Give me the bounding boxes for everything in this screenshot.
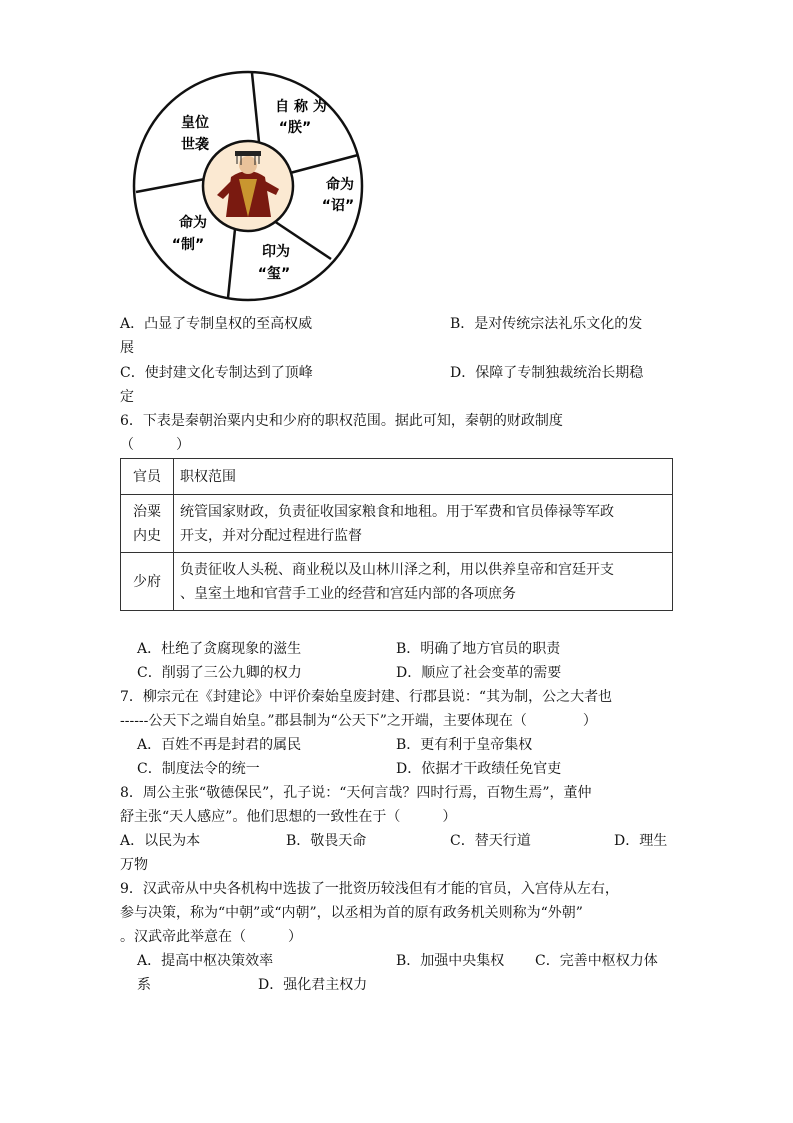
segment-3-line1: 印为 — [262, 244, 290, 260]
q5-option-b: B．是对传统宗法礼乐文化的发 — [450, 316, 643, 332]
official-duties: 统管国家财政，负责征收国家粮食和地租。用于军费和官员俸禄等军政 开支，并对分配过程进行监督 — [174, 495, 673, 553]
q8-stem-line1: 8．周公主张“敬德保民”，孔子说：“天何言哉？四时行焉，百物生焉”，董仲 — [120, 785, 592, 801]
official-name: 少府 — [121, 553, 174, 611]
q8-option-d: D．理生 — [614, 833, 668, 849]
q7-stem-line2: ------公天下之端自始皇。”郡县制为“公天下”之开端，主要体现在（ ） — [120, 713, 597, 729]
q8-option-d-cont: 万物 — [120, 857, 148, 873]
q9-option-d: D．强化君主权力 — [258, 977, 368, 993]
header-official: 官员 — [121, 459, 174, 495]
power-symbol-diagram — [131, 69, 365, 303]
q5-option-b-cont: 展 — [120, 340, 134, 356]
segment-4-line2: “制” — [171, 237, 205, 253]
segment-1-line1: 自 称 为 — [275, 99, 327, 115]
q5-option-d: D．保障了专制独裁统治长期稳 — [450, 365, 644, 381]
q8-option-c: C．替天行道 — [450, 833, 531, 849]
q8-stem-line2: 舒主张“天人感应”。他们思想的一致性在于（ ） — [120, 809, 457, 825]
q9-stem-line2: 参与决策，称为“中朝”或“内朝”，以丞相为首的原有政务机关则称为“外朝” — [120, 905, 583, 921]
segment-2-line2: “诏” — [321, 198, 355, 214]
q6-option-b: B．明确了地方官员的职责 — [396, 641, 561, 657]
q5-option-d-cont: 定 — [120, 389, 134, 405]
q6-option-c: C．削弱了三公九卿的权力 — [137, 665, 302, 681]
segment-3-line2: “玺” — [257, 266, 291, 282]
q6-option-d: D．顺应了社会变革的需要 — [396, 665, 562, 681]
table-row — [121, 553, 673, 611]
q9-option-b: B．加强中央集权 — [396, 953, 505, 969]
q6-stem: 6．下表是秦朝治粟内史和少府的职权范围。据此可知，秦朝的财政制度 — [120, 413, 563, 429]
table-row — [121, 495, 673, 553]
table-header-row — [121, 459, 673, 495]
q7-option-a: A．百姓不再是封君的属民 — [137, 737, 302, 753]
q9-stem-line1: 9．汉武帝从中央各机构中选拔了一批资历较浅但有才能的官员，入宫侍从左右， — [120, 881, 619, 897]
q8-option-b: B．敬畏天命 — [286, 833, 367, 849]
q9-option-a: A．提高中枢决策效率 — [137, 953, 274, 969]
segment-4-line1: 命为 — [179, 215, 207, 231]
q7-stem-line1: 7．柳宗元在《封建论》中评价秦始皇废封建、行郡县说：“其为制，公之大者也 — [120, 689, 613, 705]
official-duties: 负责征收人头税、商业税以及山林川泽之利，用以供养皇帝和宫廷开支 、皇室土地和官营手工业的经营和宫廷内部的各项庶务 — [174, 553, 673, 611]
q6-option-a: A．杜绝了贪腐现象的滋生 — [137, 641, 302, 657]
q6-table — [120, 458, 673, 611]
q7-option-b: B．更有利于皇帝集权 — [396, 737, 533, 753]
segment-2-line1: 命为 — [326, 177, 354, 193]
q9-option-c-cont: 系 — [137, 977, 151, 993]
q5-option-c: C．使封建文化专制达到了顶峰 — [120, 365, 313, 381]
segment-1-line2: “朕” — [278, 120, 312, 136]
segment-5-line2: 世袭 — [181, 137, 209, 153]
q5-option-a: A．凸显了专制皇权的至高权威 — [120, 316, 313, 332]
segment-5-line1: 皇位 — [181, 115, 209, 131]
q8-option-a: A．以民为本 — [120, 833, 201, 849]
q6-answer-blank: （ ） — [120, 437, 190, 453]
q7-option-c: C．制度法令的统一 — [137, 761, 260, 777]
q9-option-c: C．完善中枢权力体 — [535, 953, 658, 969]
header-duties: 职权范围 — [174, 459, 673, 495]
official-name: 治粟 内史 — [121, 495, 174, 553]
q7-option-d: D．依据才干政绩任免官吏 — [396, 761, 562, 777]
q9-stem-line3: 。汉武帝此举意在（ ） — [120, 929, 302, 945]
